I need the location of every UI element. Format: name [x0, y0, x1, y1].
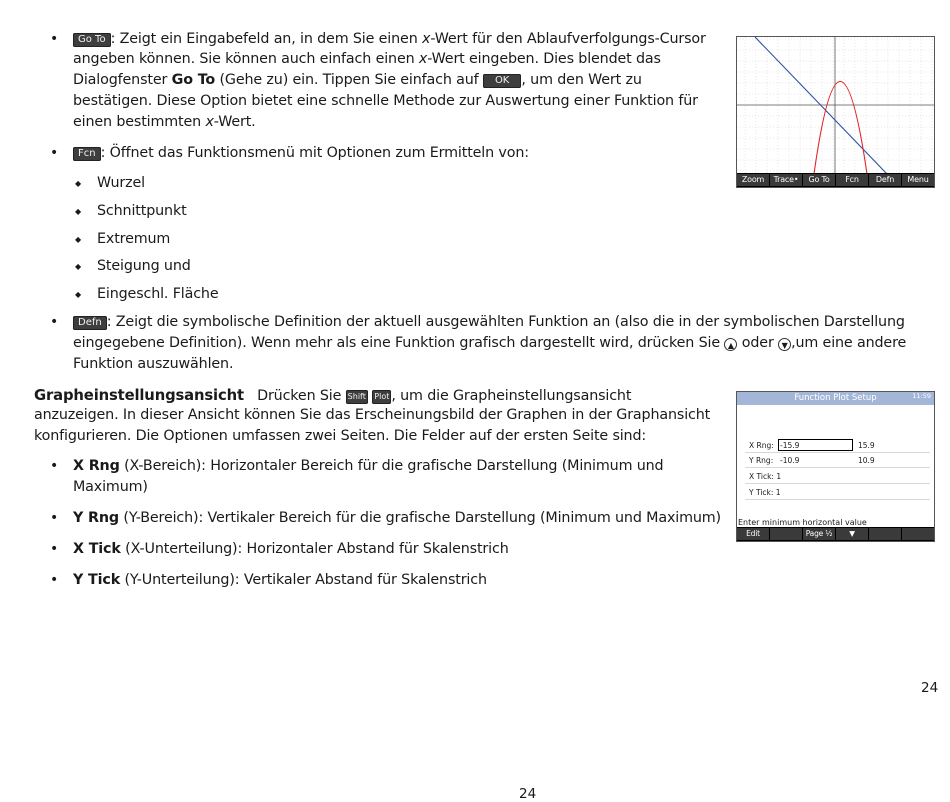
shift-key-icon: Shift — [346, 390, 368, 404]
xrng-min-field[interactable]: -15.9 — [780, 441, 800, 450]
setup-title: Function Plot Setup — [737, 392, 934, 405]
plot-grid — [737, 37, 934, 174]
menu-menu[interactable]: Menu — [902, 174, 934, 186]
clock: 11:59 — [912, 392, 931, 400]
bullet: • — [50, 541, 59, 557]
goto-line-4: bestätigen. Diese Option bietet eine schnelle Methode zur Auswertung einer Funktion für — [73, 93, 698, 109]
menu-defn[interactable]: Defn — [869, 174, 901, 186]
goto-line-2: angeben können. Sie können auch einfach einen x-Wert eingeben. Dies blendet das — [73, 51, 661, 67]
yrng-label: Y Rng: — [749, 456, 774, 465]
plot-key-icon: Plot — [372, 390, 391, 404]
menu-empty — [770, 528, 802, 540]
plot-view-screenshot — [736, 36, 935, 188]
fcn-item: Schnittpunkt — [97, 203, 187, 219]
setup-item-xrng-cont: Maximum) — [73, 479, 148, 495]
section2-line-3: konfigurieren. Die Optionen umfassen zwei Seiten. Die Felder auf der ersten Seite sind: — [34, 428, 647, 444]
diamond-bullet: ◆ — [75, 262, 82, 271]
fcn-item: Extremum — [97, 231, 171, 247]
section-heading: Grapheinstellungsansicht — [34, 387, 244, 404]
yrng-min-field[interactable]: -10.9 — [780, 456, 800, 465]
fcn-softkey: Fcn — [73, 147, 101, 161]
defn-line-3: Funktion auszuwählen. — [73, 356, 234, 372]
defn-line-2: eingegebene Definition). Wenn mehr als eine Funktion grafisch dargestellt wird, drücken Sie ▲ oder ▼ ,um eine andere — [73, 335, 907, 351]
yrng-max-field[interactable]: 10.9 — [858, 456, 875, 465]
goto-line-5: einen bestimmten x-Wert. — [73, 114, 256, 130]
xtick-field[interactable]: X Tick: 1 — [749, 472, 782, 481]
bullet: • — [50, 458, 59, 474]
menu-down-arrow[interactable]: ▼ — [836, 528, 868, 540]
menu-trace[interactable]: Trace• — [770, 174, 802, 186]
menu-zoom[interactable]: Zoom — [737, 174, 769, 186]
ok-softkey: OK — [483, 74, 521, 88]
section2-line-2: anzuzeigen. In dieser Ansicht können Sie das Erscheinungsbild der Graphen in der Graphansicht — [34, 407, 711, 423]
plot-menu-bar — [737, 173, 934, 187]
section2-line-1: Grapheinstellungsansicht Drücken Sie Shift Plot , um die Grapheinstellungsansicht — [34, 387, 632, 404]
xrng-max-field[interactable]: 15.9 — [858, 441, 875, 450]
goto-softkey: Go To — [73, 33, 111, 47]
input-hint: Enter minimum horizontal value — [738, 518, 867, 527]
page-number-bottom: 24 — [519, 786, 537, 802]
menu-goto[interactable]: Go To — [803, 174, 835, 186]
menu-fcn[interactable]: Fcn — [836, 174, 868, 186]
fcn-item: Eingeschl. Fläche — [97, 286, 219, 302]
fcn-line: Fcn : Öffnet das Funktionsmenü mit Optionen zum Ermitteln von: — [73, 143, 529, 164]
plot-setup-screenshot — [736, 391, 935, 542]
menu-empty — [902, 528, 934, 540]
fcn-item: Steigung und — [97, 258, 191, 274]
ytick-field[interactable]: Y Tick: 1 — [749, 488, 781, 497]
linear-function-line — [755, 37, 887, 174]
bullet: • — [50, 145, 59, 161]
menu-page[interactable]: Page ½ — [803, 528, 835, 540]
fcn-item: Wurzel — [97, 175, 145, 191]
diamond-bullet: ◆ — [75, 235, 82, 244]
bullet: • — [50, 572, 59, 588]
bullet: • — [50, 314, 59, 330]
defn-softkey: Defn — [73, 316, 107, 330]
diamond-bullet: ◆ — [75, 290, 82, 299]
setup-item-yrng: Y Rng (Y-Bereich): Vertikaler Bereich für die grafische Darstellung (Minimum und Maximum) — [73, 510, 721, 526]
setup-item-xtick: X Tick (X-Unterteilung): Horizontaler Abstand für Skalenstrich — [73, 541, 509, 557]
setup-menu-bar — [737, 527, 934, 541]
menu-empty — [869, 528, 901, 540]
menu-edit[interactable]: Edit — [737, 528, 769, 540]
bullet: • — [50, 510, 59, 526]
xrng-label: X Rng: — [749, 441, 774, 450]
setup-item-xrng: X Rng (X-Bereich): Horizontaler Bereich für die grafische Darstellung (Minimum und — [73, 458, 664, 474]
defn-line-1: Defn : Zeigt die symbolische Definition der aktuell ausgewählten Funktion an (also die in der symbolischen Darstellung — [73, 312, 905, 333]
goto-line-1: Go To : Zeigt ein Eingabefeld an, in dem Sie einen x-Wert für den Ablaufverfolgungs-Cursor — [73, 29, 706, 50]
up-arrow-key-icon: ▲ — [724, 338, 737, 351]
page-number-right: 24 — [921, 680, 939, 696]
bullet: • — [50, 31, 59, 47]
goto-line-3: Dialogfenster Go To (Gehe zu) ein. Tippen Sie einfach auf OK , um den Wert zu — [73, 72, 642, 88]
diamond-bullet: ◆ — [75, 179, 82, 188]
down-arrow-key-icon: ▼ — [778, 338, 791, 351]
plot-graph — [737, 37, 934, 187]
diamond-bullet: ◆ — [75, 207, 82, 216]
setup-item-ytick: Y Tick (Y-Unterteilung): Vertikaler Abstand für Skalenstrich — [73, 572, 487, 588]
